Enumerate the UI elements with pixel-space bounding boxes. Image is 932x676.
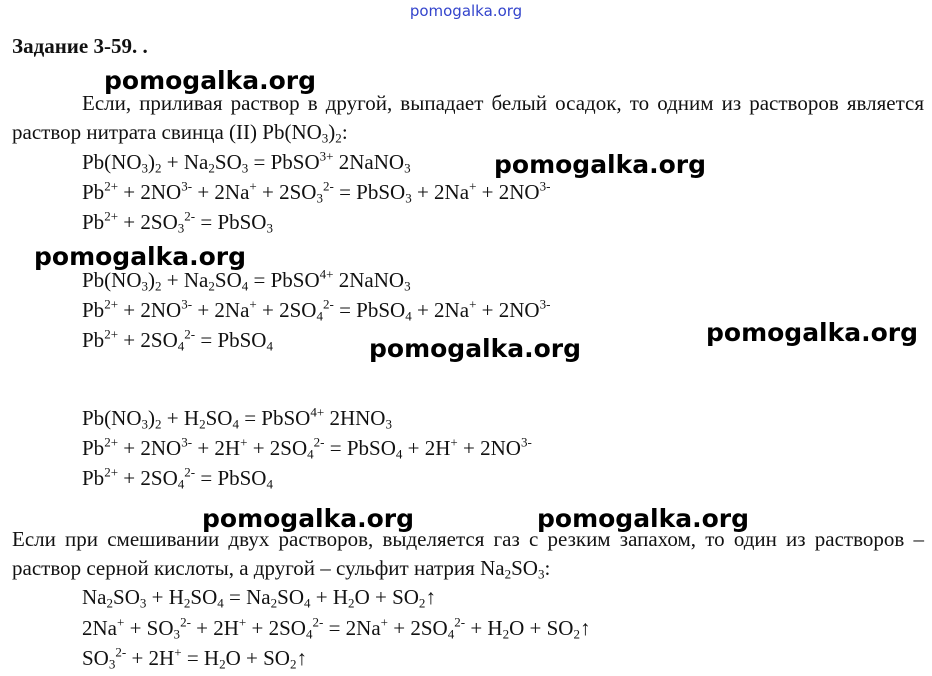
equation-line: $Pb^{2+} + 2SO_4^{2-}$ = PbSO$_4$ <box>82 464 273 492</box>
watermark-text: pomogalka.org <box>369 334 582 363</box>
equation-line: $Pb^{2+} + 2SO_4^{2-}$ = PbSO$_4$ <box>82 326 273 354</box>
paragraph-gas-sulfite: Если при смешивании двух растворов, выделяется газ с резким запахом, то один из растворов – раствор серной кислоты, а другой – сульфит натрия $Na_2SO_3$: <box>12 527 924 582</box>
equation-line: $SO_3^{2-} + 2H^+ = H_2O$ + $SO_2↑$ <box>82 644 307 672</box>
page-title: Задание 3-59. . <box>12 34 148 58</box>
equation-line: $Pb^{2+} + 2NO^{3-} + 2H^+ + 2SO_4^{2-}$ = PbSO$_4$ + $2H^+ + 2NO^{3-}$ <box>82 434 532 462</box>
equation-line: $Pb(NO_3)_2 + Na_2SO_4$ = PbSO$^{4+}$ 2NaNO$_3$ <box>82 266 411 294</box>
watermark-text: pomogalka.org <box>34 242 247 271</box>
equation-line: $Na_2SO_3 + H_2SO_4 = Na_2SO_4 + H_2O$ + $SO_2↑$ <box>82 585 436 611</box>
equation-line: $Pb^{2+} + 2NO^{3-} + 2Na^+ + 2SO_3^{2-}$ = PbSO$_3$ + $2Na^+ + 2NO^{3-}$ <box>82 178 551 206</box>
equation-line: $2Na^+ + SO_3^{2-} + 2H^+ + 2SO_4^{2-} = 2Na^+ + 2SO_4^{2-} + H_2O$ + $SO_2↑$ <box>82 614 591 642</box>
equation-line: $Pb^{2+} + 2NO^{3-} + 2Na^+ + 2SO_4^{2-}$ = PbSO$_4$ + $2Na^+ + 2NO^{3-}$ <box>82 296 551 324</box>
watermark-text: pomogalka.org <box>706 318 919 347</box>
watermark-text: pomogalka.org <box>537 504 750 533</box>
watermark-text: pomogalka.org <box>104 66 317 95</box>
watermark-text: pomogalka.org <box>494 150 707 179</box>
paragraph-lead-nitrate: Если, приливая раствор в другой, выпадает белый осадок, то одним из растворов является раствор нитрата свинца (II) $Pb(NO_3)_2$: <box>12 91 924 146</box>
equation-line: $Pb(NO_3)_2 + Na_2SO_3$ = PbSO$^{3+}$ 2NaNO$_3$ <box>82 148 411 176</box>
site-header-link[interactable]: pomogalka.org <box>409 2 523 20</box>
watermark-text: pomogalka.org <box>202 504 415 533</box>
equation-line: $Pb^{2+} + 2SO_3^{2-}$ = PbSO$_3$ <box>82 208 273 236</box>
equation-line: $Pb(NO_3)_2 + H_2SO_4$ = PbSO$^{4+}$ $2HNO_3$ <box>82 404 392 432</box>
